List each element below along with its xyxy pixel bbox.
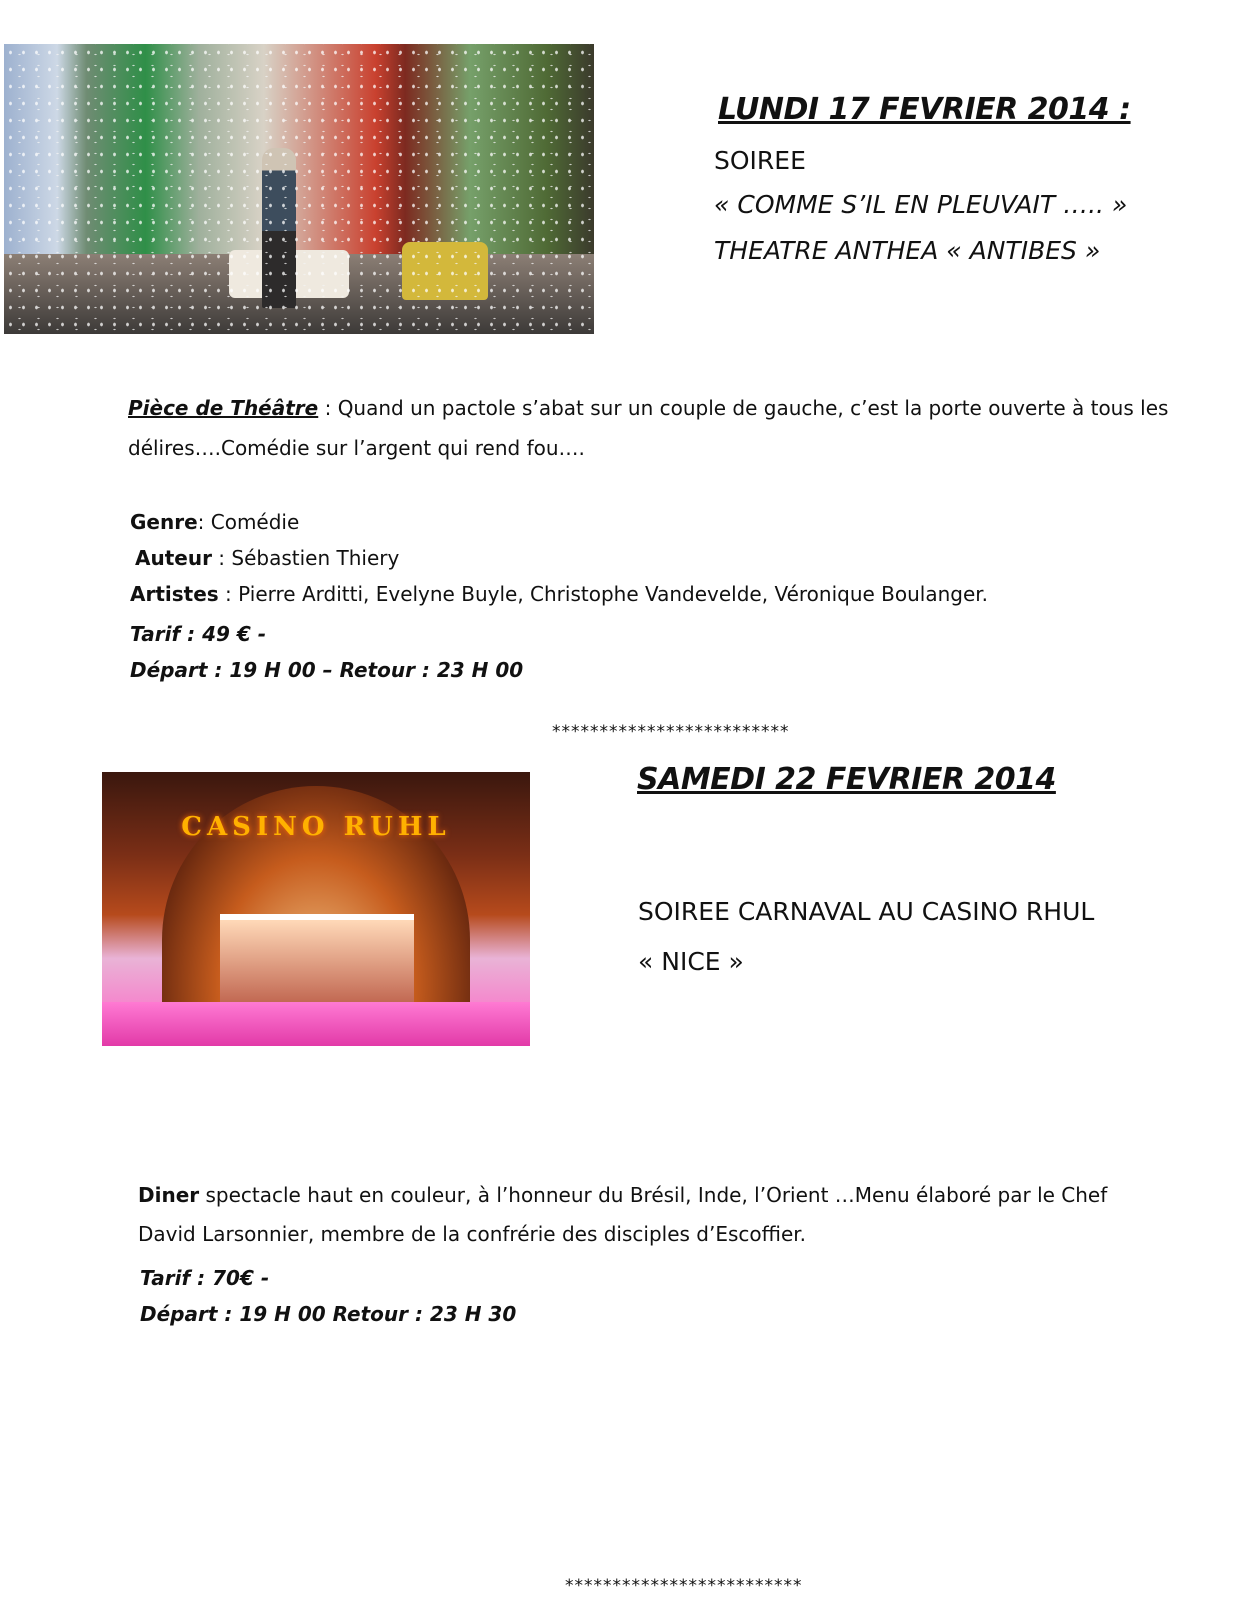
separator-2: ************************* (565, 1576, 803, 1596)
event1-desc-label: Pièce de Théâtre (128, 396, 319, 420)
event1-photo (4, 44, 594, 334)
event1-line1: SOIREE (714, 146, 806, 175)
event1-desc-text: : Quand un pactole s’abat sur un couple de gauche, c’est la porte ouverte à tous les (318, 396, 1169, 420)
event1-description (128, 398, 1168, 418)
event1-genre (130, 512, 299, 532)
event1-description-line2: délires….Comédie sur l’argent qui rend fou…. (128, 436, 585, 460)
falling-paper (4, 44, 594, 334)
event2-tarif: Tarif : 70€ - (140, 1266, 270, 1290)
event2-description-line2: David Larsonnier, membre de la confrérie des disciples d’Escoffier. (138, 1222, 807, 1246)
event2-description (138, 1185, 1107, 1205)
artistes-value: : Pierre Arditti, Evelyne Buyle, Christophe Vandevelde, Véronique Boulanger. (218, 582, 989, 606)
artistes-label: Artistes (130, 582, 219, 606)
event1-line3: THEATRE ANTHEA « ANTIBES » (714, 236, 1101, 265)
event1-line2: « COMME S’IL EN PLEUVAIT ….. » (714, 190, 1128, 219)
genre-label: Genre (130, 510, 198, 534)
genre-value: : Comédie (197, 510, 300, 534)
event2-photo (102, 772, 530, 1046)
event1-auteur (135, 548, 399, 568)
event2-depart: Départ : 19 H 00 Retour : 23 H 30 (140, 1302, 517, 1326)
event2-desc-text: spectacle haut en couleur, à l’honneur du Brésil, Inde, l’Orient …Menu élaboré par le Chef (199, 1183, 1108, 1207)
event2-desc-label: Diner (138, 1183, 200, 1207)
event2-date: SAMEDI 22 FEVRIER 2014 (637, 762, 1056, 797)
auteur-value: : Sébastien Thiery (211, 546, 400, 570)
casino-sign: CASINO RUHL (181, 812, 451, 842)
event1-depart: Départ : 19 H 00 – Retour : 23 H 00 (130, 658, 524, 682)
event1-tarif: Tarif : 49 € - (130, 622, 267, 646)
event1-date: LUNDI 17 FEVRIER 2014 : (718, 92, 1131, 127)
casino-forecourt (102, 1002, 530, 1046)
event1-artistes (130, 584, 988, 604)
separator-1: ************************* (552, 722, 790, 742)
event2-line2: « NICE » (638, 947, 744, 976)
event2-line1: SOIREE CARNAVAL AU CASINO RHUL (638, 897, 1095, 926)
auteur-label: Auteur (135, 546, 212, 570)
